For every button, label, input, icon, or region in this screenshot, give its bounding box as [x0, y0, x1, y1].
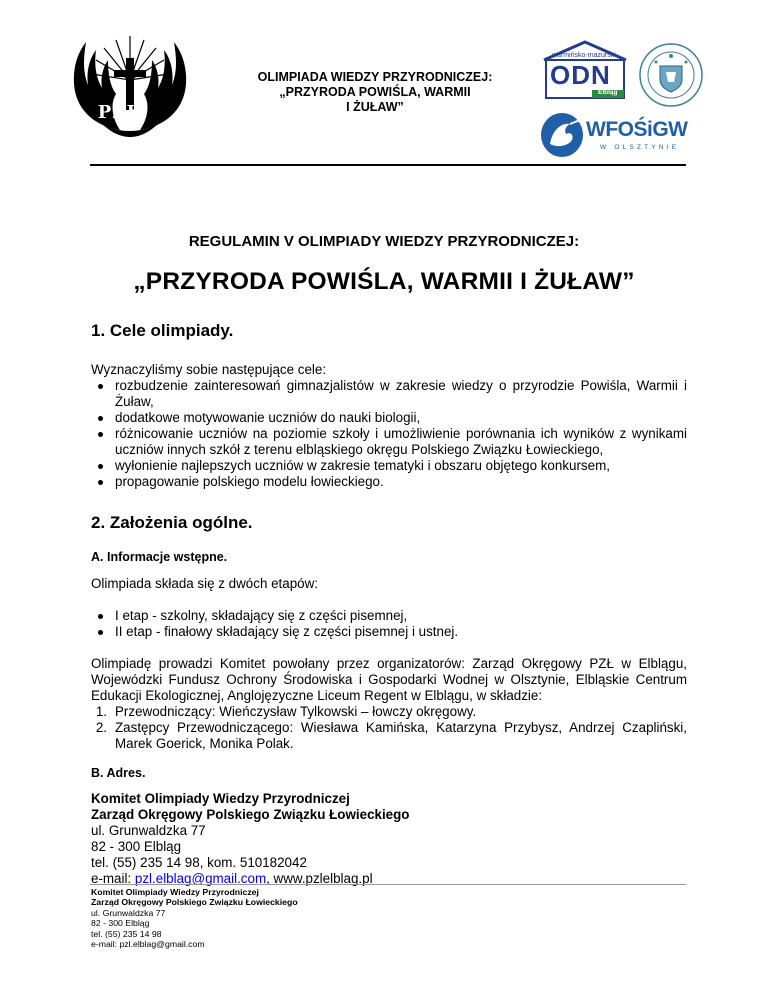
bullet-icon: [91, 410, 115, 426]
bullet-icon: [91, 426, 115, 458]
bullet-icon: [91, 378, 115, 410]
committee-text: Olimpiadę prowadzi Komitet powołany przez organizatorów: Zarząd Okręgowy PZŁ w Elblągu, Wojewódzki Fundusz Ochrony Środowiska i Gospodarki Wodnej w Olsztynie, Elbląskie Centrum Edukacji Ekologicznej, Anglojęzyczne Liceum Regent w Elblągu, w składzie:: [91, 656, 687, 703]
bullet-text: rozbudzenie zainteresowań gimnazjalistów w zakresie wiedzy o przyrodzie Powiśla, Warmii i Żuław,: [115, 378, 687, 409]
list-item: [91, 608, 687, 624]
email-label: e-mail:: [91, 871, 135, 886]
regulation-title: REGULAMIN V OLIMPIADY WIEDZY PRZYRODNICZEJ:: [188, 233, 580, 250]
list-item: [91, 378, 687, 410]
bullet-text: propagowanie polskiego modelu łowieckiego.: [115, 474, 384, 489]
www-text: www.pzlelblag.pl: [273, 871, 373, 886]
odn-top-text: warmińsko-mazurski: [552, 52, 616, 59]
pzl-logo: [60, 30, 200, 148]
list-item: [91, 410, 687, 426]
bullet-text: dodatkowe motywowanie uczniów do nauki biologii,: [115, 410, 421, 425]
committee-block: [91, 656, 687, 752]
bullet-text: różnicowanie uczniów na poziomie szkoły i umożliwienie porównania ich wyników z wynikami uczniów innych szkół z terenu elbląskiego okręgu Polskiego Związku Łowieckiego,: [115, 426, 687, 457]
bullet-text: wyłonienie najlepszych uczniów w zakresie tematyki i obszaru objętego konkursem,: [115, 458, 610, 473]
address-city: 82 - 300 Elbląg: [91, 839, 182, 854]
wfosigw-main-text: WFOŚiGW: [586, 118, 688, 141]
school-seal-logo: [638, 42, 704, 108]
header-title-line-1: OLIMPIADA WIEDZY PRZYRODNICZEJ:: [257, 70, 493, 84]
footer-divider: [90, 884, 686, 885]
section-2a-heading: A. Informacje wstępne.: [91, 550, 228, 564]
bullet-icon: [91, 624, 115, 640]
address-phone: tel. (55) 235 14 98, kom. 510182042: [91, 855, 307, 870]
list-item: [91, 624, 687, 640]
footer-line: tel. (55) 235 14 98: [91, 928, 162, 939]
school-seal-icon: [638, 42, 704, 108]
stages-list: [91, 608, 687, 640]
address-street: ul. Grunwaldzka 77: [91, 823, 206, 838]
footer-line: e-mail: pzl.elblag@gmail.com: [91, 939, 205, 950]
footer-line: Komitet Olimpiady Wiedzy Przyrodniczej: [91, 887, 259, 897]
list-item: [91, 458, 687, 474]
antlers-cross-logo: [60, 30, 200, 148]
odn-main-text: ODN: [550, 60, 611, 90]
bullet-icon: [91, 474, 115, 490]
stages-intro: Olimpiada składa się z dwóch etapów:: [91, 576, 319, 591]
email-link[interactable]: pzl.elblag@gmail.com: [134, 871, 267, 886]
separator: ,: [266, 871, 274, 886]
list-item: [91, 474, 687, 490]
section-1-intro: Wyznaczyliśmy sobie następujące cele:: [91, 362, 327, 377]
stage-text: II etap - finałowy składający się z części pisemnej i ustnej.: [115, 624, 459, 639]
committee-member-text: Przewodniczący: Wieńczysław Tylkowski – łowczy okręgowy.: [115, 704, 477, 719]
section-2b-heading: B. Adres.: [91, 766, 146, 780]
list-item: [91, 704, 687, 720]
odn-logo: [540, 40, 630, 104]
pzl-logo-text: PZŁ: [97, 102, 141, 123]
header-title-line-2: „PRZYRODA POWIŚLA, WARMII: [279, 85, 471, 99]
footer-line: ul. Grunwaldzka 77: [91, 907, 166, 918]
footer-line: Zarząd Okręgowy Polskiego Związku Łowieckiego: [91, 897, 298, 908]
odn-sub-text: Elbląg: [598, 89, 618, 96]
list-number: 2.: [95, 720, 107, 735]
section-1-body: [91, 362, 687, 490]
stage-text: I etap - szkolny, składający się z części pisemnej,: [115, 608, 408, 623]
header-title: [210, 70, 540, 115]
section-2-heading: 2. Założenia ogólne.: [91, 513, 253, 532]
stork-logo: [540, 112, 584, 158]
footer: [91, 887, 298, 949]
committee-member-text: Zastępcy Przewodniczącego: Wiesława Kamińska, Katarzyna Przybysz, Andrzej Czapliński, Marek Goerick, Monika Polak.: [115, 720, 687, 751]
header-divider: [90, 164, 686, 166]
wfosigw-sub-text: W OLSZTYNIE: [600, 144, 680, 151]
footer-line: 82 - 300 Elbląg: [91, 918, 150, 929]
bullet-icon: [91, 458, 115, 474]
address-org-2: Zarząd Okręgowy Polskiego Związku Łowieckiego: [91, 807, 410, 822]
main-title: „PRZYRODA POWIŚLA, WARMII I ŻUŁAW”: [133, 268, 635, 295]
address-block: [91, 791, 410, 887]
bullet-icon: [91, 608, 115, 624]
list-number: 1.: [95, 704, 107, 719]
wfosigw-logo: [540, 110, 690, 162]
list-item: [91, 426, 687, 458]
address-org-1: Komitet Olimpiady Wiedzy Przyrodniczej: [91, 791, 350, 806]
list-item: [91, 720, 687, 752]
section-1-heading: 1. Cele olimpiady.: [91, 321, 234, 340]
header-title-line-3: I ŻUŁAW”: [346, 100, 404, 114]
